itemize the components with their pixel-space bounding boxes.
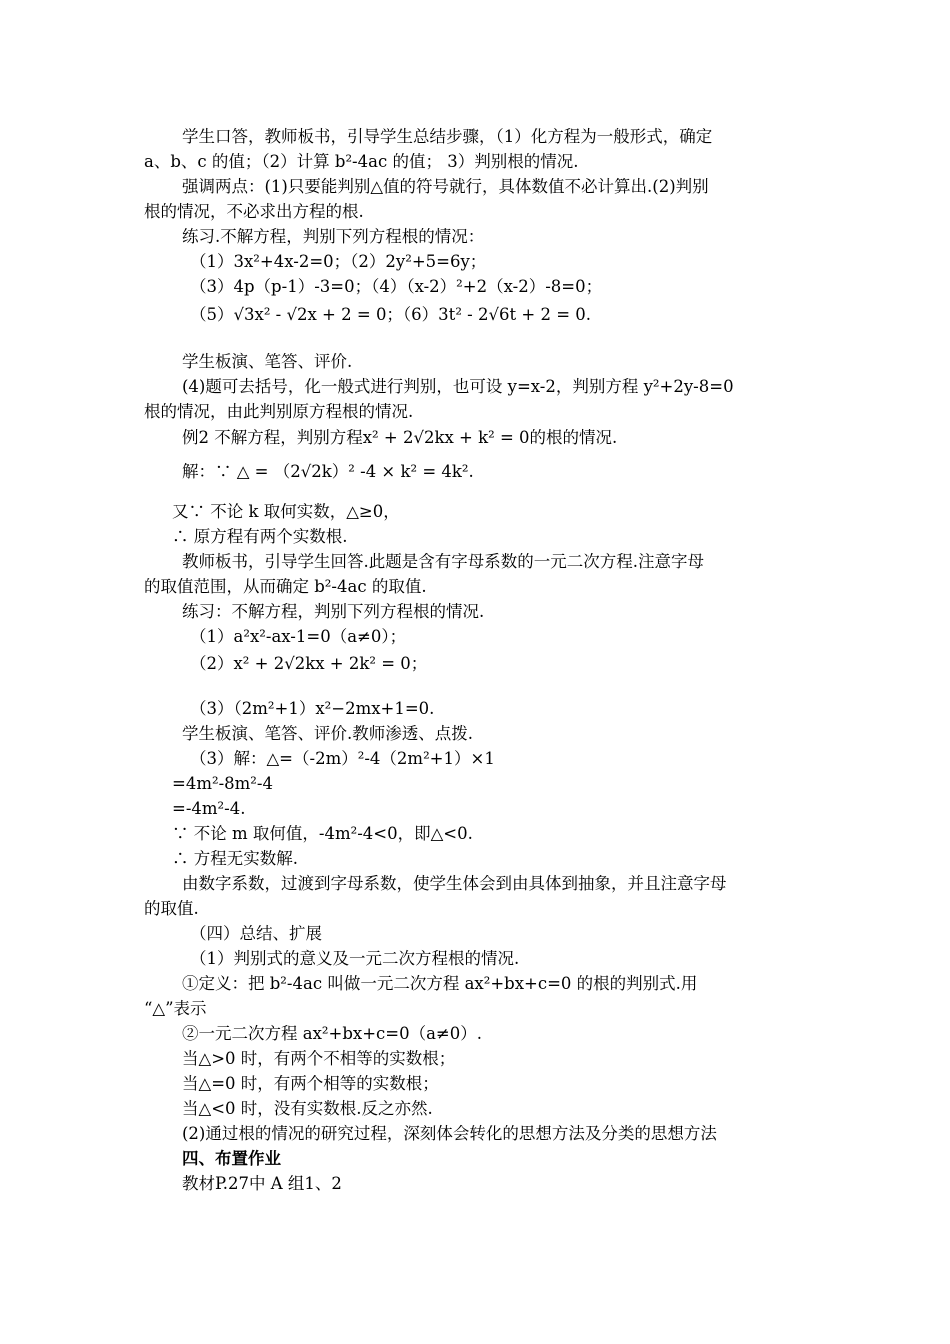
paragraph-line: ∴ 原方程有两个实数根.	[172, 527, 348, 546]
paragraph-line: （1）判别式的意义及一元二次方程根的情况.	[190, 949, 520, 968]
paragraph-line: 当△>0 时，有两个不相等的实数根；	[182, 1049, 456, 1068]
exercise-line: （1）a²x²-ax-1=0（a≠0）；	[190, 627, 407, 646]
solution-line: =-4m²-4.	[172, 799, 246, 818]
paragraph-line: (2)通过根的情况的研究过程，深刻体会转化的思想方法及分类的思想方法	[182, 1124, 717, 1143]
formula-line: （2）x² + 2√2kx + 2k² = 0；	[190, 654, 428, 673]
solution-line: （3）解：△=（-2m）²-4（2m²+1）×1	[190, 749, 495, 768]
exercise-line: （1）3x²+4x-2=0；（2）2y²+5=6y；	[190, 252, 487, 271]
solution-line: =4m²-8m²-4	[172, 774, 273, 793]
paragraph-line: (4)题可去括号，化一般式进行判别，也可设 y=x-2，判别方程 y²+2y-8=0	[182, 377, 734, 396]
paragraph-line: 根的情况，由此判别原方程根的情况.	[144, 402, 414, 421]
paragraph-line: 根的情况，不必求出方程的根.	[144, 202, 364, 221]
paragraph-line: 教师板书，引导学生回答.此题是含有字母系数的一元二次方程.注意字母	[182, 552, 704, 571]
paragraph-line: 练习.不解方程，判别下列方程根的情况：	[182, 227, 485, 246]
paragraph-line: ∴ 方程无实数解.	[172, 849, 298, 868]
paragraph-line: 练习：不解方程，判别下列方程根的情况.	[182, 602, 485, 621]
paragraph-line: 又∵ 不论 k 取何实数，△≥0，	[172, 502, 400, 521]
paragraph-line: 由数字系数，过渡到字母系数，使学生体会到由具体到抽象，并且注意字母	[182, 874, 727, 893]
paragraph-line: 当△<0 时，没有实数根.反之亦然.	[182, 1099, 433, 1118]
paragraph-line: ①定义：把 b²-4ac 叫做一元二次方程 ax²+bx+c=0 的根的判别式.用	[182, 974, 698, 993]
paragraph-line: 学生板演、笔答、评价.教师渗透、点拨.	[182, 724, 473, 743]
paragraph-line: “△”表示	[144, 999, 207, 1018]
paragraph-line: 当△=0 时，有两个相等的实数根；	[182, 1074, 439, 1093]
example-line: 例2 不解方程，判别方程x² + 2√2kx + k² = 0的根的情况.	[182, 428, 618, 447]
paragraph-line: ②一元二次方程 ax²+bx+c=0（a≠0）.	[182, 1024, 482, 1043]
section-heading: （四）总结、扩展	[190, 924, 322, 943]
paragraph-line: 学生板演、笔答、评价.	[182, 352, 353, 371]
paragraph-line: 教材P.27中 A 组1、2	[182, 1174, 342, 1193]
exercise-line: （3）4p（p-1）-3=0；（4）（x-2）²+2（x-2）-8=0；	[190, 277, 603, 296]
paragraph-line: 的取值.	[144, 899, 199, 918]
exercise-line: （3）（2m²+1）x²−2mx+1=0.	[190, 699, 435, 718]
section-heading: 四、布置作业	[182, 1149, 281, 1168]
paragraph-line: 强调两点：(1)只要能判别△值的符号就行，具体数值不必计算出.(2)判别	[182, 177, 709, 196]
paragraph-line: 学生口答，教师板书，引导学生总结步骤，（1）化方程为一般形式，确定	[182, 127, 713, 146]
solution-line: 解：∵ △ = （2√2k）² -4 × k² = 4k².	[182, 462, 474, 481]
paragraph-line: ∵ 不论 m 取何值，-4m²-4<0，即△<0.	[172, 824, 473, 843]
paragraph-line: 的取值范围，从而确定 b²-4ac 的取值.	[144, 577, 427, 596]
formula-line: （5）√3x² - √2x + 2 = 0；（6）3t² - 2√6t + 2 = 0.	[190, 305, 592, 324]
paragraph-line: a、b、c 的值；（2）计算 b²-4ac 的值； 3）判别根的情况.	[144, 152, 579, 171]
